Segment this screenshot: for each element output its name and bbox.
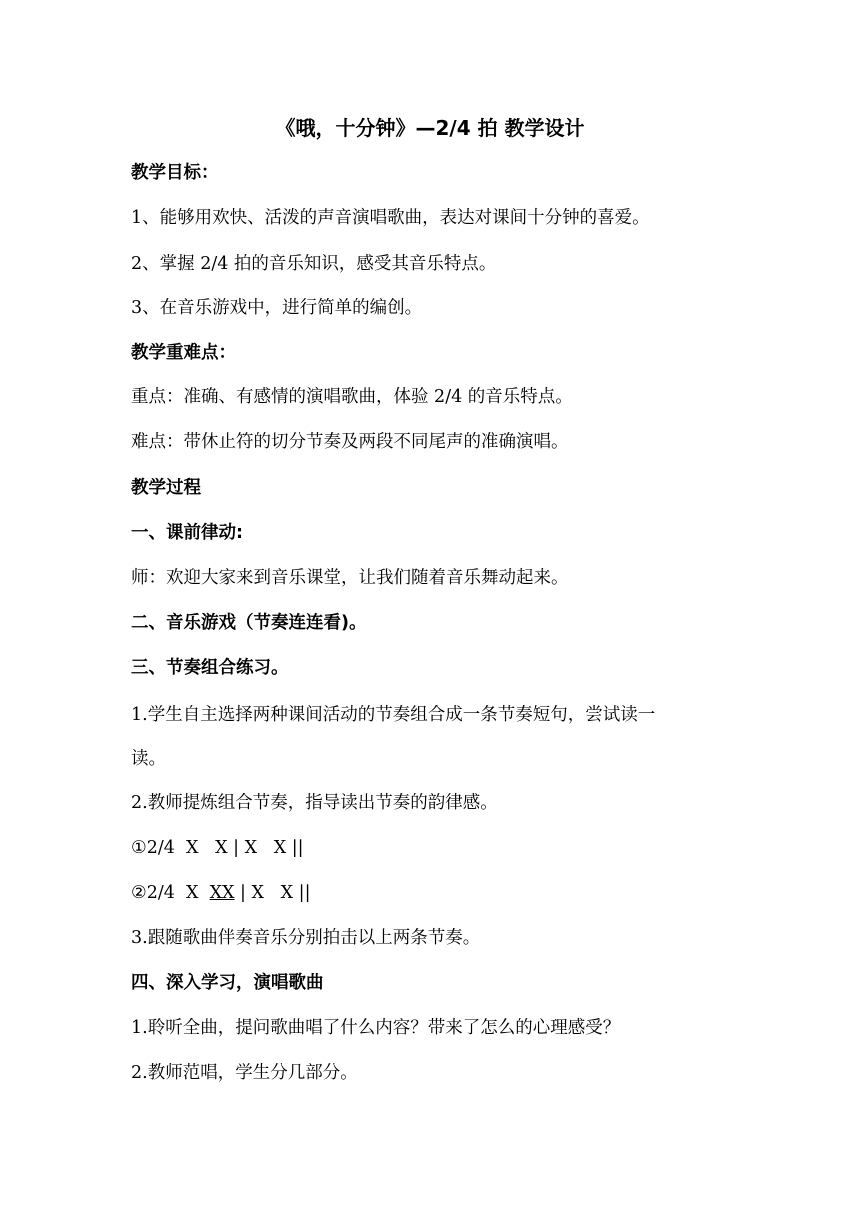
step-3-2: 2.教师提炼组合节奏，指导读出节奏的韵律感。 bbox=[131, 793, 498, 813]
goal-3: 3、在音乐游戏中，进行简单的编创。 bbox=[131, 298, 423, 318]
rhythm-2 bbox=[131, 881, 310, 905]
section-1-heading: 一、课前律动: bbox=[131, 523, 243, 543]
step-3-3: 3.跟随歌曲伴奏音乐分别拍击以上两条节奏。 bbox=[131, 928, 481, 948]
process-heading: 教学过程 bbox=[131, 478, 201, 498]
rhythm-2-suffix: | X X || bbox=[234, 883, 311, 903]
section-4-heading: 四、深入学习，演唱歌曲 bbox=[131, 973, 324, 993]
goals-heading: 教学目标： bbox=[131, 163, 219, 183]
key-point: 重点：准确、有感情的演唱歌曲，体验 2/4 的音乐特点。 bbox=[131, 387, 573, 407]
section-2-heading: 二、音乐游戏（节奏连连看)。 bbox=[131, 613, 367, 633]
difficulty-point: 难点：带休止符的切分节奏及两段不同尾声的准确演唱。 bbox=[131, 432, 569, 452]
step-4-2: 2.教师范唱，学生分几部分。 bbox=[131, 1063, 358, 1083]
step-4-1: 1.聆听全曲，提问歌曲唱了什么内容？带来了怎么的心理感受？ bbox=[131, 1018, 621, 1038]
section-3-heading: 三、节奏组合练习。 bbox=[131, 658, 289, 678]
document-title: 《哦，十分钟》—2/4 拍 教学设计 bbox=[275, 116, 585, 140]
goal-2: 2、掌握 2/4 拍的音乐知识，感受其音乐特点。 bbox=[131, 254, 497, 274]
rhythm-2-prefix: ②2/4 X bbox=[131, 883, 210, 903]
step-3-1-line-1: 1.学生自主选择两种课间活动的节奏组合成一条节奏短句，尝试读一 bbox=[131, 705, 656, 725]
key-difficulty-heading: 教学重难点： bbox=[131, 343, 236, 363]
goal-1: 1、能够用欢快、活泼的声音演唱歌曲，表达对课间十分钟的喜爱。 bbox=[131, 208, 650, 228]
section-1-text: 师：欢迎大家来到音乐课堂，让我们随着音乐舞动起来。 bbox=[131, 568, 569, 588]
rhythm-1: ①2/4 X X | X X || bbox=[131, 838, 304, 858]
step-3-1-line-2: 读。 bbox=[131, 749, 166, 769]
rhythm-2-underlined-notes: XX bbox=[209, 883, 235, 903]
